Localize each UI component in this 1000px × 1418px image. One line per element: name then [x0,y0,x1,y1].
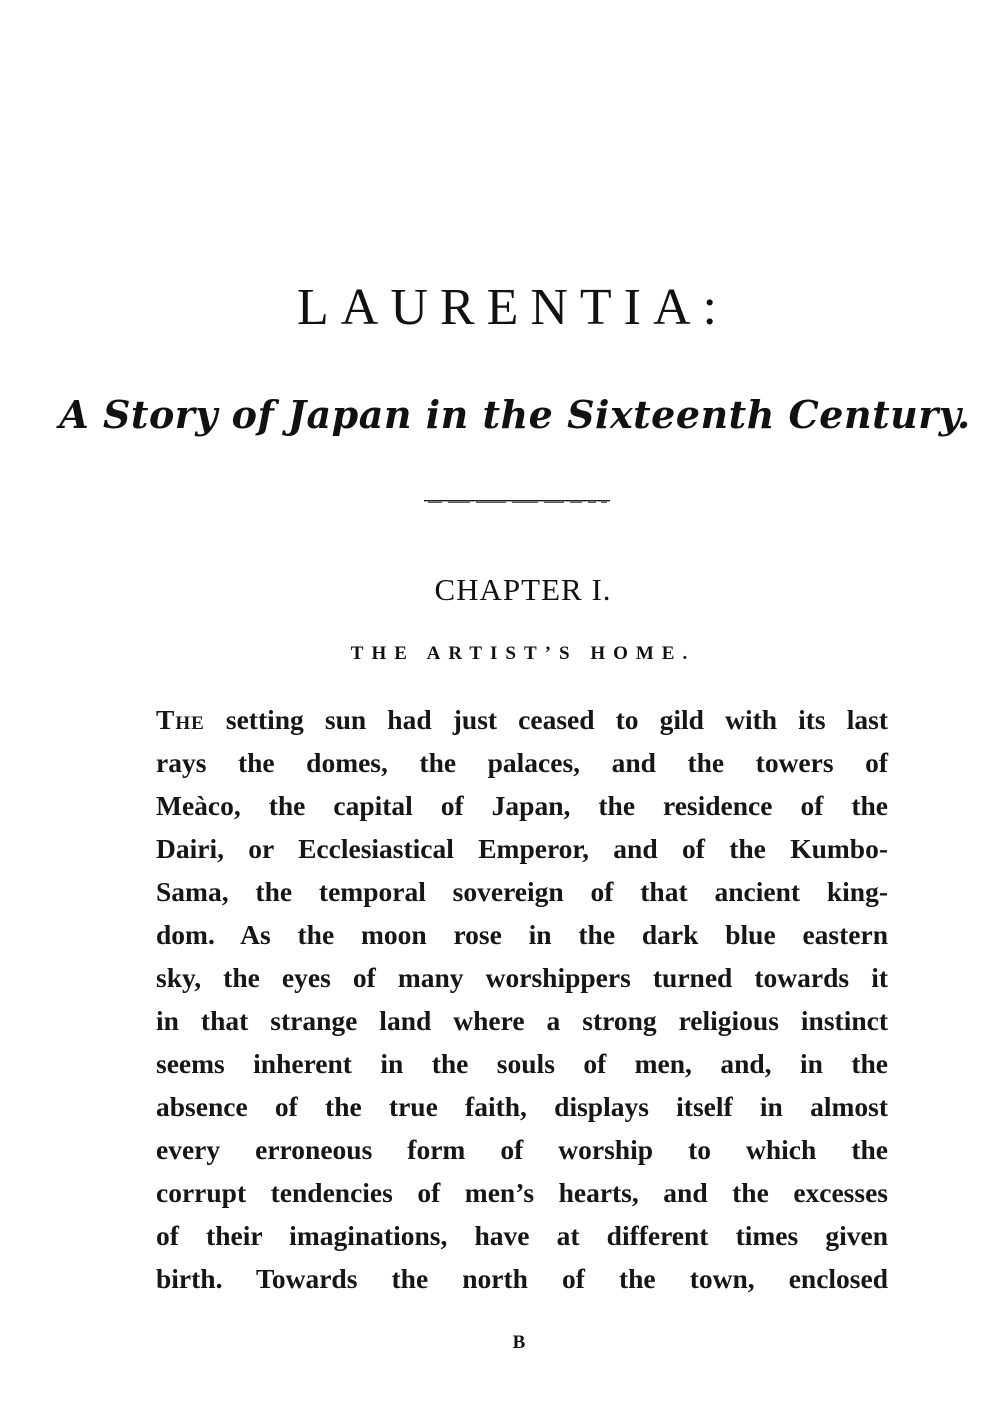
text-line: seems inherent in the souls of men, and, in the [156,1048,888,1079]
chapter-heading: CHAPTER I. [434,572,612,607]
text-line: of their imaginations, have at different times given [156,1220,888,1251]
text-line: The setting sun had just ceased to gild with its last [156,704,888,735]
text-line: birth. Towards the north of the town, enclosed [156,1263,888,1294]
text-line: corrupt tendencies of men’s hearts, and the excesses [156,1177,888,1208]
opening-word: The [156,704,205,735]
text-line: Dairi, or Ecclesiastical Emperor, and of the Kumbo- [156,833,888,864]
text-line: every erroneous form of worship to which the [156,1134,888,1165]
text-line: Meàco, the capital of Japan, the residence of the [156,790,888,821]
book-title: LAURENTIA: [297,279,729,336]
text-line: sky, the eyes of many worshippers turned towards it [156,962,888,993]
chapter-title: THE ARTIST’S HOME. [350,643,696,664]
signature-mark: B [512,1332,526,1353]
decorative-rule [424,500,610,503]
text-line: absence of the true faith, displays itself in almost [156,1091,888,1122]
text-line: rays the domes, the palaces, and the towers of [156,747,888,778]
body-paragraph [156,698,888,1300]
text-line: dom. As the moon rose in the dark blue eastern [156,919,888,950]
text-line: in that strange land where a strong religious instinct [156,1005,888,1036]
book-subtitle: A Story of Japan in the Sixteenth Century. [59,392,971,437]
text-line: Sama, the temporal sovereign of that ancient king- [156,876,888,907]
